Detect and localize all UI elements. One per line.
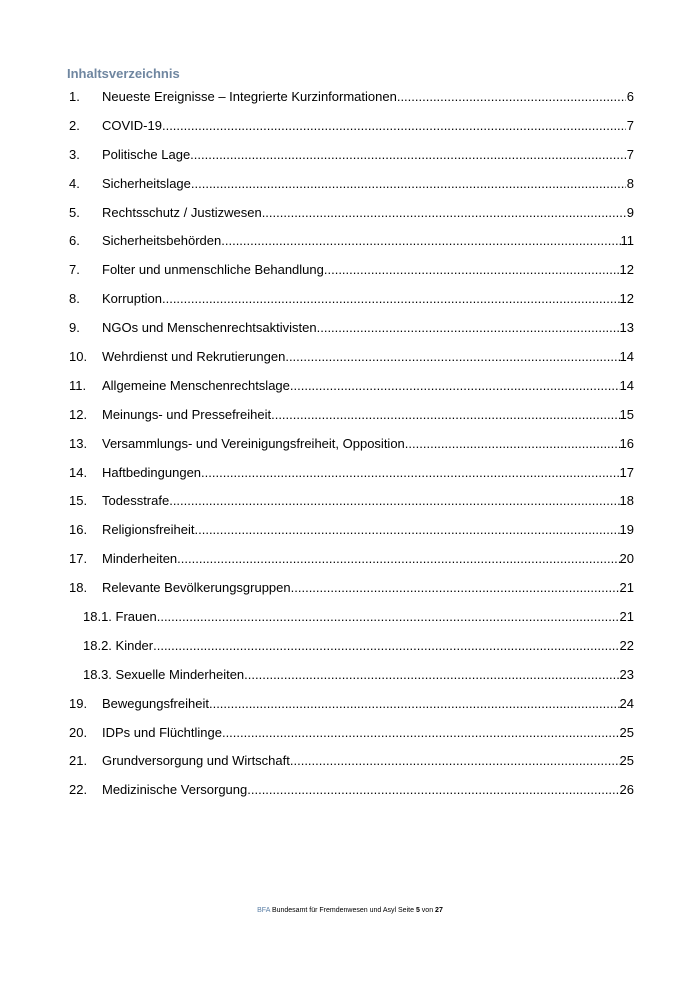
- toc-entry-label: Sicherheitslage: [102, 175, 191, 191]
- toc-entry-number: 22.: [69, 782, 88, 798]
- toc-entry-number: 9.: [69, 320, 80, 336]
- dot-leader: [169, 491, 619, 511]
- toc-entry[interactable]: [67, 87, 634, 116]
- toc-entry-label: Minderheiten: [102, 551, 178, 567]
- toc-entry-page: 16: [619, 435, 634, 451]
- toc-entry-page: 21: [619, 609, 634, 625]
- toc-entry-page: 18: [619, 493, 634, 509]
- toc-entry-label: Politische Lage: [102, 146, 191, 162]
- toc-entry-page: 7: [626, 146, 634, 162]
- dot-leader: [209, 694, 620, 714]
- dot-leader: [291, 578, 620, 598]
- dot-leader: [153, 636, 619, 656]
- toc-entry-label: NGOs und Menschenrechtsaktivisten: [102, 320, 317, 336]
- toc-entry[interactable]: [67, 376, 634, 405]
- toc-entry[interactable]: [67, 520, 634, 549]
- dot-leader: [201, 463, 620, 483]
- footer-page-of: von: [421, 907, 434, 914]
- toc-entry-label: 18.3. Sexuelle Minderheiten: [83, 666, 245, 682]
- toc-entry-page: 12: [619, 291, 634, 307]
- toc-entry-number: 14.: [69, 464, 88, 480]
- toc-entry[interactable]: [67, 780, 634, 809]
- toc-entry-number: 2.: [69, 117, 80, 133]
- toc-subentry[interactable]: [67, 607, 634, 636]
- dot-leader: [162, 289, 620, 309]
- toc-entry-number: 11.: [69, 377, 87, 393]
- toc-entry[interactable]: [67, 116, 634, 145]
- toc-entry[interactable]: [67, 723, 634, 752]
- toc-entry-page: 15: [619, 406, 634, 422]
- toc-entry-label: Sicherheitsbehörden: [102, 233, 222, 249]
- toc-entry-page: 22: [619, 637, 634, 653]
- dot-leader: [397, 87, 626, 107]
- toc-entry[interactable]: [67, 434, 634, 463]
- toc-entry-page: 19: [619, 522, 634, 538]
- toc-entry[interactable]: [67, 174, 634, 203]
- toc-entry[interactable]: [67, 463, 634, 492]
- toc-entry-label: COVID-19: [102, 117, 162, 133]
- toc-entry-page: 8: [626, 175, 634, 191]
- footer-org: Bundesamt für Fremdenwesen und Asyl: [271, 907, 397, 914]
- toc-entry-label: Korruption: [102, 291, 162, 307]
- dot-leader: [190, 145, 626, 165]
- dot-leader: [177, 549, 619, 569]
- toc-entry-label: Religionsfreiheit: [102, 522, 195, 538]
- toc-entry-page: 21: [619, 580, 634, 596]
- toc-entry-number: 4.: [69, 175, 80, 191]
- toc-entry-label: Neueste Ereignisse – Integrierte Kurzinformationen: [102, 89, 397, 104]
- toc-entry-page: 17: [619, 464, 634, 480]
- toc-entry-number: 3.: [69, 146, 80, 162]
- dot-leader: [317, 318, 620, 338]
- toc-entry-label: Folter und unmenschliche Behandlung: [102, 262, 324, 278]
- dot-leader: [162, 116, 626, 136]
- toc-entry-page: 11: [620, 233, 634, 249]
- dot-leader: [324, 260, 620, 280]
- dot-leader: [290, 751, 620, 771]
- footer-page-total: 27: [435, 907, 443, 914]
- toc-entry-number: 1.: [69, 89, 80, 104]
- dot-leader: [285, 347, 619, 367]
- toc-entry-number: 10.: [69, 349, 88, 365]
- toc-entry[interactable]: [67, 203, 634, 232]
- toc-entry-number: 6.: [69, 233, 80, 249]
- toc-entry-label: Meinungs- und Pressefreiheit: [102, 406, 272, 422]
- dot-leader: [222, 723, 620, 743]
- toc-entry-number: 12.: [69, 406, 88, 422]
- dot-leader: [195, 520, 620, 540]
- toc-entry-page: 23: [619, 666, 634, 682]
- toc-entry-label: Versammlungs- und Vereinigungsfreiheit, Opposition: [102, 435, 405, 451]
- toc-entry[interactable]: [67, 231, 634, 260]
- toc-subentry[interactable]: [67, 636, 634, 665]
- toc-entry-label: 18.2. Kinder: [83, 637, 154, 653]
- toc-entry-number: 21.: [69, 753, 88, 769]
- toc-entry[interactable]: [67, 318, 634, 347]
- toc-subentry[interactable]: [67, 665, 634, 694]
- toc-entry[interactable]: [67, 145, 634, 174]
- toc-entry-page: 24: [619, 695, 634, 711]
- footer-brand: BFA: [257, 907, 270, 914]
- table-of-contents: [67, 87, 634, 809]
- toc-entry-page: 26: [619, 782, 634, 798]
- footer-page-current: 5: [415, 907, 420, 914]
- toc-entry[interactable]: [67, 289, 634, 318]
- toc-entry-label: Grundversorgung und Wirtschaft: [102, 753, 290, 769]
- dot-leader: [262, 203, 626, 223]
- dot-leader: [405, 434, 620, 454]
- toc-entry-label: Todesstrafe: [102, 493, 170, 509]
- toc-entry-page: 13: [619, 320, 634, 336]
- toc-entry[interactable]: [67, 578, 634, 607]
- toc-entry[interactable]: [67, 491, 634, 520]
- footer-page-word: Seite: [398, 907, 414, 914]
- toc-entry-page: 12: [619, 262, 634, 278]
- dot-leader: [244, 665, 619, 685]
- toc-entry[interactable]: [67, 549, 634, 578]
- toc-entry-number: 16.: [69, 522, 88, 538]
- toc-entry-page: 25: [619, 753, 634, 769]
- dot-leader: [271, 405, 619, 425]
- toc-entry-number: 18.: [69, 580, 88, 596]
- toc-entry-number: 5.: [69, 204, 80, 220]
- toc-entry-label: Medizinische Versorgung: [102, 782, 248, 798]
- page-footer: [0, 907, 700, 914]
- toc-entry-number: 17.: [69, 551, 88, 567]
- toc-entry-label: Relevante Bevölkerungsgruppen: [102, 580, 291, 596]
- toc-entry-label: Rechtsschutz / Justizwesen: [102, 204, 262, 220]
- toc-entry-number: 8.: [69, 291, 80, 307]
- toc-entry-page: 25: [619, 724, 634, 740]
- toc-entry-number: 20.: [69, 724, 88, 740]
- toc-entry-page: 20: [619, 551, 634, 567]
- toc-entry-page: 6: [626, 89, 634, 104]
- dot-leader: [290, 376, 620, 396]
- toc-entry[interactable]: [67, 347, 634, 376]
- toc-entry-label: Wehrdienst und Rekrutierungen: [102, 349, 286, 365]
- toc-entry-number: 13.: [69, 435, 88, 451]
- toc-entry-label: 18.1. Frauen: [83, 609, 157, 625]
- dot-leader: [247, 780, 619, 800]
- toc-entry-label: IDPs und Flüchtlinge: [102, 724, 222, 740]
- toc-entry[interactable]: [67, 694, 634, 723]
- dot-leader: [157, 607, 620, 627]
- toc-entry[interactable]: [67, 751, 634, 780]
- toc-entry-number: 19.: [69, 695, 88, 711]
- toc-entry-number: 7.: [69, 262, 80, 278]
- toc-entry-label: Bewegungsfreiheit: [102, 695, 209, 711]
- toc-entry-label: Allgemeine Menschenrechtslage: [102, 377, 290, 393]
- toc-entry-page: 9: [626, 204, 634, 220]
- toc-entry-page: 14: [619, 377, 634, 393]
- toc-title: Inhaltsverzeichnis: [67, 66, 180, 81]
- toc-entry-number: 15.: [69, 493, 88, 509]
- toc-entry-page: 14: [619, 349, 634, 365]
- toc-entry-page: 7: [626, 117, 634, 133]
- dot-leader: [221, 231, 620, 251]
- toc-entry[interactable]: [67, 260, 634, 289]
- dot-leader: [191, 174, 626, 194]
- toc-entry[interactable]: [67, 405, 634, 434]
- toc-entry-label: Haftbedingungen: [102, 464, 202, 480]
